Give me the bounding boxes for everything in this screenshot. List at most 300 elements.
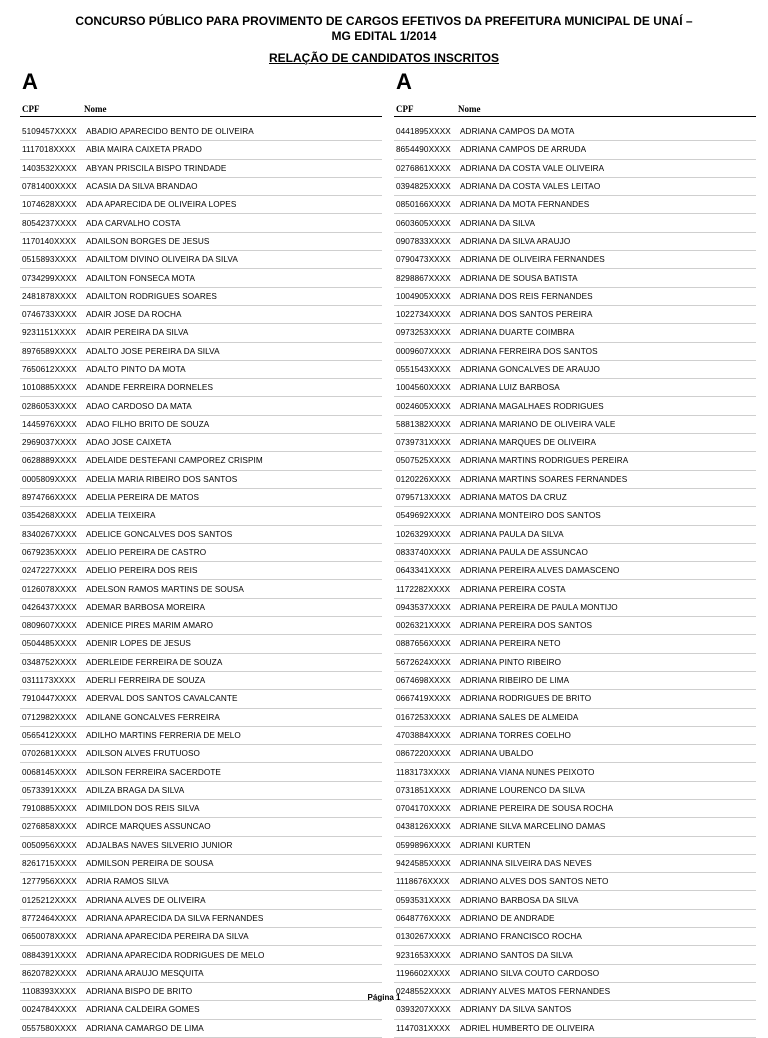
name-cell: ABADIO APARECIDO BENTO DE OLIVEIRA bbox=[86, 127, 254, 137]
name-cell: ADRIANA DA COSTA VALE OLIVEIRA bbox=[460, 163, 605, 173]
cpf-cell: 0943537XXXX bbox=[396, 602, 451, 612]
cpf-cell: 0247227XXXX bbox=[22, 566, 77, 576]
table-row bbox=[394, 910, 756, 928]
name-cell: ADILSON ALVES FRUTUOSO bbox=[86, 749, 200, 759]
name-cell: ADELIA TEIXEIRA bbox=[86, 511, 156, 521]
cpf-cell: 0348752XXXX bbox=[22, 657, 77, 667]
cpf-cell: 0557580XXXX bbox=[22, 1023, 77, 1033]
table-row bbox=[20, 379, 382, 397]
table-row bbox=[20, 178, 382, 196]
name-cell: ADRIANA SALES DE ALMEIDA bbox=[460, 712, 579, 722]
name-cell: ADELICE GONCALVES DOS SANTOS bbox=[86, 529, 233, 539]
cpf-cell: 8974766XXXX bbox=[22, 493, 77, 503]
name-cell: ADRIEL HUMBERTO DE OLIVEIRA bbox=[460, 1023, 595, 1033]
table-row bbox=[394, 635, 756, 653]
cpf-cell: 0068145XXXX bbox=[22, 767, 77, 777]
table-row bbox=[20, 837, 382, 855]
cpf-cell: 0167253XXXX bbox=[396, 712, 451, 722]
cpf-cell: 0907833XXXX bbox=[396, 236, 451, 246]
table-row bbox=[394, 507, 756, 525]
letter-heading: A bbox=[396, 69, 412, 94]
cpf-cell: 8298867XXXX bbox=[396, 273, 451, 283]
table-row bbox=[20, 873, 382, 891]
table-row bbox=[394, 1020, 756, 1038]
name-cell: ADRIANA FERREIRA DOS SANTOS bbox=[460, 346, 598, 356]
cpf-cell: 0026321XXXX bbox=[396, 621, 451, 631]
cpf-cell: 8654490XXXX bbox=[396, 145, 451, 155]
name-cell: ADRIA RAMOS SILVA bbox=[86, 877, 169, 887]
table-row bbox=[394, 160, 756, 178]
cpf-cell: 1118676XXXX bbox=[396, 877, 450, 887]
table-row bbox=[20, 288, 382, 306]
table-row bbox=[20, 214, 382, 232]
column-header bbox=[394, 98, 756, 117]
name-cell: ADRIANA PEREIRA NETO bbox=[460, 639, 561, 649]
cpf-cell: 0394825XXXX bbox=[396, 182, 451, 192]
name-header: Nome bbox=[84, 104, 107, 114]
name-cell: ADRIANA MARQUES DE OLIVEIRA bbox=[460, 438, 597, 448]
name-cell: ADRIANA ALVES DE OLIVEIRA bbox=[86, 895, 206, 905]
cpf-cell: 1010885XXXX bbox=[22, 383, 77, 393]
table-row bbox=[394, 745, 756, 763]
cpf-cell: 9231151XXXX bbox=[22, 328, 77, 338]
cpf-cell: 5881382XXXX bbox=[396, 419, 451, 429]
table-row bbox=[20, 818, 382, 836]
name-cell: ADRIANA CALDEIRA GOMES bbox=[86, 1005, 200, 1015]
table-row bbox=[20, 635, 382, 653]
cpf-cell: 0643341XXXX bbox=[396, 566, 451, 576]
table-row bbox=[394, 397, 756, 415]
table-row bbox=[20, 123, 382, 141]
name-cell: ADELAIDE DESTEFANI CAMPOREZ CRISPIM bbox=[86, 456, 263, 466]
table-row bbox=[394, 526, 756, 544]
cpf-cell: 7910885XXXX bbox=[22, 804, 77, 814]
table-row bbox=[394, 416, 756, 434]
table-row bbox=[394, 654, 756, 672]
table-row bbox=[394, 672, 756, 690]
cpf-cell: 1445976XXXX bbox=[22, 419, 77, 429]
cpf-cell: 1277956XXXX bbox=[22, 877, 77, 887]
table-row bbox=[20, 526, 382, 544]
name-cell: ADELIO PEREIRA DE CASTRO bbox=[86, 547, 207, 557]
name-cell: ADRIANE SILVA MARCELINO DAMAS bbox=[460, 822, 606, 832]
cpf-cell: 1026329XXXX bbox=[396, 529, 451, 539]
name-cell: ADRIANA MARTINS SOARES FERNANDES bbox=[460, 474, 628, 484]
table-row bbox=[20, 599, 382, 617]
cpf-cell: 0731851XXXX bbox=[396, 785, 451, 795]
cpf-cell: 0746733XXXX bbox=[22, 310, 77, 320]
table-row bbox=[394, 288, 756, 306]
table-row bbox=[394, 1001, 756, 1019]
table-row bbox=[394, 818, 756, 836]
cpf-cell: 2969037XXXX bbox=[22, 438, 77, 448]
cpf-cell: 0120226XXXX bbox=[396, 474, 451, 484]
name-cell: ADANDE FERREIRA DORNELES bbox=[86, 383, 214, 393]
name-cell: ADIRCE MARQUES ASSUNCAO bbox=[86, 822, 211, 832]
table-row bbox=[20, 306, 382, 324]
name-cell: ADRIANO SILVA COUTO CARDOSO bbox=[460, 968, 600, 978]
table-row bbox=[394, 946, 756, 964]
cpf-cell: 0515893XXXX bbox=[22, 255, 77, 265]
name-cell: ADAILTON RODRIGUES SOARES bbox=[86, 291, 217, 301]
cpf-cell: 0790473XXXX bbox=[396, 255, 451, 265]
table-row bbox=[20, 672, 382, 690]
table-row bbox=[20, 928, 382, 946]
name-cell: ADRIANA MAGALHAES RODRIGUES bbox=[460, 401, 604, 411]
cpf-cell: 1172282XXXX bbox=[396, 584, 451, 594]
cpf-cell: 0781400XXXX bbox=[22, 182, 77, 192]
table-row bbox=[20, 727, 382, 745]
name-cell: ADENICE PIRES MARIM AMARO bbox=[86, 621, 214, 631]
table-row bbox=[20, 855, 382, 873]
table-row bbox=[394, 690, 756, 708]
name-cell: ADRIANA GONCALVES DE ARAUJO bbox=[460, 365, 600, 374]
table-row bbox=[394, 891, 756, 909]
cpf-cell: 0276861XXXX bbox=[396, 163, 451, 173]
right-column bbox=[394, 70, 756, 1038]
cpf-cell: 0441895XXXX bbox=[396, 127, 451, 137]
cpf-cell: 8620782XXXX bbox=[22, 968, 77, 978]
name-cell: ADMILSON PEREIRA DE SOUSA bbox=[86, 859, 214, 869]
table-row bbox=[20, 544, 382, 562]
cpf-cell: 0005809XXXX bbox=[22, 474, 77, 484]
table-row bbox=[20, 617, 382, 635]
table-row bbox=[394, 141, 756, 159]
cpf-cell: 0438126XXXX bbox=[396, 822, 451, 832]
table-row bbox=[394, 379, 756, 397]
name-cell: ADAO CARDOSO DA MATA bbox=[86, 401, 192, 411]
cpf-cell: 1004560XXXX bbox=[396, 383, 451, 393]
cpf-cell: 8976589XXXX bbox=[22, 346, 77, 356]
table-row bbox=[394, 471, 756, 489]
cpf-cell: 0426437XXXX bbox=[22, 602, 77, 612]
table-row bbox=[394, 452, 756, 470]
name-cell: ADA APARECIDA DE OLIVEIRA LOPES bbox=[86, 200, 237, 210]
cpf-cell: 9424585XXXX bbox=[396, 859, 451, 869]
cpf-cell: 8772464XXXX bbox=[22, 913, 77, 923]
table-row bbox=[20, 471, 382, 489]
cpf-cell: 1196602XXXX bbox=[396, 968, 451, 978]
name-cell: ACASIA DA SILVA BRANDAO bbox=[86, 182, 198, 192]
table-row bbox=[20, 1001, 382, 1019]
cpf-cell: 0024605XXXX bbox=[396, 401, 451, 411]
name-cell: ADAILTON FONSECA MOTA bbox=[86, 273, 196, 283]
name-cell: ADERVAL DOS SANTOS CAVALCANTE bbox=[86, 694, 238, 704]
cpf-cell: 5672624XXXX bbox=[396, 657, 451, 667]
cpf-cell: 0573391XXXX bbox=[22, 785, 77, 795]
table-row bbox=[20, 251, 382, 269]
cpf-cell: 0628889XXXX bbox=[22, 456, 77, 466]
table-row bbox=[394, 727, 756, 745]
cpf-cell: 0833740XXXX bbox=[396, 547, 451, 557]
name-cell: ADAIR JOSE DA ROCHA bbox=[86, 310, 182, 320]
table-row bbox=[20, 709, 382, 727]
name-cell: ADALTO JOSE PEREIRA DA SILVA bbox=[86, 346, 220, 356]
name-cell: ABIA MAIRA CAIXETA PRADO bbox=[86, 145, 202, 155]
name-cell: ADRIANA MARIANO DE OLIVEIRA VALE bbox=[460, 419, 616, 429]
cpf-cell: 0551543XXXX bbox=[396, 365, 451, 374]
cpf-header: CPF bbox=[396, 104, 414, 114]
table-row bbox=[394, 434, 756, 452]
name-cell: ADAO JOSE CAIXETA bbox=[86, 438, 172, 448]
cpf-cell: 0674698XXXX bbox=[396, 676, 451, 686]
cpf-cell: 0126078XXXX bbox=[22, 584, 77, 594]
cpf-cell: 0667419XXXX bbox=[396, 694, 451, 704]
cpf-cell: 0648776XXXX bbox=[396, 913, 451, 923]
name-cell: ADRIANA DOS REIS FERNANDES bbox=[460, 291, 593, 301]
name-cell: ADAO FILHO BRITO DE SOUZA bbox=[86, 419, 210, 429]
table-row bbox=[20, 1020, 382, 1038]
table-row bbox=[20, 910, 382, 928]
name-cell: ADRIANA TORRES COELHO bbox=[460, 730, 571, 740]
cpf-cell: 1183173XXXX bbox=[396, 767, 451, 777]
name-cell: ADRIANA DE SOUSA BATISTA bbox=[460, 273, 578, 283]
table-row bbox=[394, 251, 756, 269]
cpf-cell: 0712982XXXX bbox=[22, 712, 77, 722]
name-cell: ADRIANA UBALDO bbox=[460, 749, 534, 759]
cpf-cell: 0867220XXXX bbox=[396, 749, 451, 759]
cpf-cell: 0603605XXXX bbox=[396, 218, 451, 228]
name-cell: ADILHO MARTINS FERRERIA DE MELO bbox=[86, 730, 241, 740]
cpf-cell: 0009607XXXX bbox=[396, 346, 451, 356]
table-row bbox=[394, 599, 756, 617]
cpf-cell: 0809607XXXX bbox=[22, 621, 77, 631]
cpf-cell: 0884391XXXX bbox=[22, 950, 77, 960]
document-title bbox=[0, 14, 768, 44]
cpf-cell: 1117018XXXX bbox=[22, 145, 76, 155]
table-row bbox=[20, 580, 382, 598]
table-row bbox=[394, 837, 756, 855]
table-row bbox=[394, 489, 756, 507]
name-cell: ADENIR LOPES DE JESUS bbox=[86, 639, 191, 649]
table-row bbox=[394, 233, 756, 251]
title-line-2: MG EDITAL 1/2014 bbox=[331, 29, 437, 43]
name-cell: ADELIO PEREIRA DOS REIS bbox=[86, 566, 198, 576]
table-row bbox=[394, 928, 756, 946]
name-cell: ADRIANA MARTINS RODRIGUES PEREIRA bbox=[460, 456, 629, 466]
table-row bbox=[20, 324, 382, 342]
name-cell: ADRIANO DE ANDRADE bbox=[460, 913, 555, 923]
name-cell: ADRIANO SANTOS DA SILVA bbox=[460, 950, 573, 960]
name-cell: ADRIANA DA SILVA ARAUJO bbox=[460, 236, 571, 246]
name-cell: ADRIANO ALVES DOS SANTOS NETO bbox=[460, 877, 609, 887]
cpf-cell: 0393207XXXX bbox=[396, 1005, 451, 1015]
cpf-cell: 0248552XXXX bbox=[396, 987, 451, 997]
table-row bbox=[394, 324, 756, 342]
table-row bbox=[20, 654, 382, 672]
cpf-cell: 0739731XXXX bbox=[396, 438, 451, 448]
cpf-cell: 0354268XXXX bbox=[22, 511, 77, 521]
cpf-cell: 5109457XXXX bbox=[22, 127, 77, 137]
name-cell: ADRIANA PAULA DE ASSUNCAO bbox=[460, 547, 588, 557]
cpf-cell: 0704170XXXX bbox=[396, 804, 451, 814]
cpf-cell: 0599896XXXX bbox=[396, 840, 451, 850]
name-cell: ADRIANA DE OLIVEIRA FERNANDES bbox=[460, 255, 605, 265]
name-cell: ADRIANA DA SILVA bbox=[460, 218, 536, 228]
name-cell: ADRIANA VIANA NUNES PEIXOTO bbox=[460, 767, 595, 777]
cpf-cell: 0050956XXXX bbox=[22, 840, 77, 850]
cpf-cell: 9231653XXXX bbox=[396, 950, 451, 960]
cpf-cell: 0650078XXXX bbox=[22, 932, 77, 942]
name-cell: ADAILTOM DIVINO OLIVEIRA DA SILVA bbox=[86, 255, 238, 265]
candidate-list bbox=[394, 123, 756, 1038]
name-cell: ADRIANO BARBOSA DA SILVA bbox=[460, 895, 579, 905]
name-cell: ADRIANA DOS SANTOS PEREIRA bbox=[460, 310, 593, 320]
name-cell: ADAILSON BORGES DE JESUS bbox=[86, 236, 210, 246]
table-row bbox=[394, 123, 756, 141]
name-cell: ADRIANA PEREIRA DOS SANTOS bbox=[460, 621, 593, 631]
cpf-cell: 1004905XXXX bbox=[396, 291, 451, 301]
name-cell: ADRIANA APARECIDA DA SILVA FERNANDES bbox=[86, 913, 264, 923]
cpf-cell: 0276858XXXX bbox=[22, 822, 77, 832]
cpf-cell: 1108393XXXX bbox=[22, 987, 77, 997]
cpf-cell: 8340267XXXX bbox=[22, 529, 77, 539]
name-cell: ADELSON RAMOS MARTINS DE SOUSA bbox=[86, 584, 244, 594]
name-cell: ADRIANA DA MOTA FERNANDES bbox=[460, 200, 590, 210]
cpf-cell: 8261715XXXX bbox=[22, 859, 77, 869]
name-cell: ADRIANO FRANCISCO ROCHA bbox=[460, 932, 582, 942]
cpf-cell: 0130267XXXX bbox=[396, 932, 451, 942]
name-cell: ADJALBAS NAVES SILVERIO JUNIOR bbox=[86, 840, 233, 850]
column-header bbox=[20, 98, 382, 117]
table-row bbox=[20, 141, 382, 159]
name-cell: ADRIANNA SILVEIRA DAS NEVES bbox=[460, 859, 592, 869]
table-row bbox=[20, 800, 382, 818]
table-row bbox=[20, 782, 382, 800]
table-row bbox=[20, 489, 382, 507]
name-cell: ADRIANA CAMARGO DE LIMA bbox=[86, 1023, 204, 1033]
name-cell: ADIMILDON DOS REIS SILVA bbox=[86, 804, 200, 814]
name-cell: ADA CARVALHO COSTA bbox=[86, 218, 181, 228]
name-cell: ABYAN PRISCILA BISPO TRINDADE bbox=[86, 163, 227, 173]
table-row bbox=[394, 343, 756, 361]
name-cell: ADRIANA DUARTE COIMBRA bbox=[460, 328, 575, 338]
name-cell: ADRIANA PINTO RIBEIRO bbox=[460, 657, 562, 667]
cpf-cell: 1074628XXXX bbox=[22, 200, 77, 210]
table-row bbox=[394, 800, 756, 818]
name-cell: ADRIANA MATOS DA CRUZ bbox=[460, 493, 567, 503]
table-row bbox=[394, 544, 756, 562]
name-cell: ADILZA BRAGA DA SILVA bbox=[86, 785, 185, 795]
name-cell: ADRIANE PEREIRA DE SOUSA ROCHA bbox=[460, 804, 614, 814]
name-cell: ADRIANI KURTEN bbox=[460, 840, 531, 850]
name-cell: ADRIANA APARECIDA RODRIGUES DE MELO bbox=[86, 950, 265, 960]
cpf-cell: 0311173XXXX bbox=[22, 676, 76, 686]
name-cell: ADRIANA PEREIRA COSTA bbox=[460, 584, 566, 594]
name-cell: ADALTO PINTO DA MOTA bbox=[86, 365, 186, 374]
name-cell: ADEMAR BARBOSA MOREIRA bbox=[86, 602, 206, 612]
name-cell: ADRIANA MONTEIRO DOS SANTOS bbox=[460, 511, 601, 521]
name-cell: ADRIANA BISPO DE BRITO bbox=[86, 987, 193, 997]
cpf-cell: 0679235XXXX bbox=[22, 547, 77, 557]
cpf-cell: 1170140XXXX bbox=[22, 236, 77, 246]
table-row bbox=[394, 855, 756, 873]
cpf-cell: 4703884XXXX bbox=[396, 730, 451, 740]
table-row bbox=[20, 434, 382, 452]
table-row bbox=[394, 214, 756, 232]
table-row bbox=[394, 562, 756, 580]
document-subtitle: RELAÇÃO DE CANDIDATOS INSCRITOS bbox=[268, 51, 499, 65]
table-row bbox=[394, 709, 756, 727]
letter-heading: A bbox=[22, 69, 38, 94]
name-cell: ADRIANA RODRIGUES DE BRITO bbox=[460, 694, 592, 704]
cpf-cell: 0887656XXXX bbox=[396, 639, 451, 649]
name-cell: ADERLEIDE FERREIRA DE SOUZA bbox=[86, 657, 223, 667]
table-row bbox=[20, 891, 382, 909]
name-cell: ADRIANY DA SILVA SANTOS bbox=[460, 1005, 572, 1015]
table-row bbox=[20, 452, 382, 470]
cpf-cell: 0973253XXXX bbox=[396, 328, 451, 338]
table-row bbox=[20, 946, 382, 964]
name-cell: ADRIANA ARAUJO MESQUITA bbox=[86, 968, 204, 978]
name-cell: ADRIANA APARECIDA PEREIRA DA SILVA bbox=[86, 932, 249, 942]
name-cell: ADILSON FERREIRA SACERDOTE bbox=[86, 767, 221, 777]
cpf-cell: 7910447XXXX bbox=[22, 694, 77, 704]
cpf-cell: 0565412XXXX bbox=[22, 730, 77, 740]
cpf-cell: 7650612XXXX bbox=[22, 365, 77, 374]
name-cell: ADELIA PEREIRA DE MATOS bbox=[86, 493, 200, 503]
table-row bbox=[20, 562, 382, 580]
table-row bbox=[394, 361, 756, 379]
table-row bbox=[20, 160, 382, 178]
name-cell: ADRIANA RIBEIRO DE LIMA bbox=[460, 676, 570, 686]
name-cell: ADRIANA LUIZ BARBOSA bbox=[460, 383, 560, 393]
table-row bbox=[20, 507, 382, 525]
name-cell: ADRIANA CAMPOS DA MOTA bbox=[460, 127, 575, 137]
table-row bbox=[394, 269, 756, 287]
table-row bbox=[394, 965, 756, 983]
table-row bbox=[20, 745, 382, 763]
table-row bbox=[394, 617, 756, 635]
table-row bbox=[20, 397, 382, 415]
name-cell: ADELIA MARIA RIBEIRO DOS SANTOS bbox=[86, 474, 238, 484]
cpf-cell: 1403532XXXX bbox=[22, 163, 77, 173]
cpf-cell: 0504485XXXX bbox=[22, 639, 77, 649]
cpf-cell: 0286053XXXX bbox=[22, 401, 77, 411]
name-cell: ADILANE GONCALVES FERREIRA bbox=[86, 712, 220, 722]
table-row bbox=[394, 196, 756, 214]
table-row bbox=[394, 782, 756, 800]
table-row bbox=[20, 269, 382, 287]
cpf-cell: 0024784XXXX bbox=[22, 1005, 77, 1015]
table-row bbox=[20, 233, 382, 251]
cpf-cell: 0795713XXXX bbox=[396, 493, 451, 503]
table-row bbox=[394, 873, 756, 891]
table-row bbox=[20, 361, 382, 379]
cpf-cell: 1022734XXXX bbox=[396, 310, 451, 320]
table-row bbox=[20, 343, 382, 361]
page-number: Página 1 bbox=[367, 993, 401, 1002]
name-header: Nome bbox=[458, 104, 481, 114]
table-row bbox=[20, 763, 382, 781]
name-cell: ADRIANE LOURENCO DA SILVA bbox=[460, 785, 586, 795]
name-cell: ADRIANA PEREIRA DE PAULA MONTIJO bbox=[460, 602, 618, 612]
cpf-cell: 2481878XXXX bbox=[22, 291, 77, 301]
name-cell: ADRIANA PEREIRA ALVES DAMASCENO bbox=[460, 566, 620, 576]
name-cell: ADAIR PEREIRA DA SILVA bbox=[86, 328, 189, 338]
candidate-list bbox=[20, 123, 382, 1038]
name-cell: ADRIANY ALVES MATOS FERNANDES bbox=[460, 987, 611, 997]
name-cell: ADRIANA CAMPOS DE ARRUDA bbox=[460, 145, 587, 155]
table-row bbox=[20, 416, 382, 434]
table-row bbox=[20, 690, 382, 708]
title-line-1: CONCURSO PÚBLICO PARA PROVIMENTO DE CARGOS EFETIVOS DA PREFEITURA MUNICIPAL DE UNAÍ – bbox=[75, 14, 693, 28]
cpf-cell: 0593531XXXX bbox=[396, 895, 451, 905]
table-row bbox=[394, 580, 756, 598]
table-row bbox=[20, 196, 382, 214]
cpf-header: CPF bbox=[22, 104, 40, 114]
cpf-cell: 0850166XXXX bbox=[396, 200, 451, 210]
